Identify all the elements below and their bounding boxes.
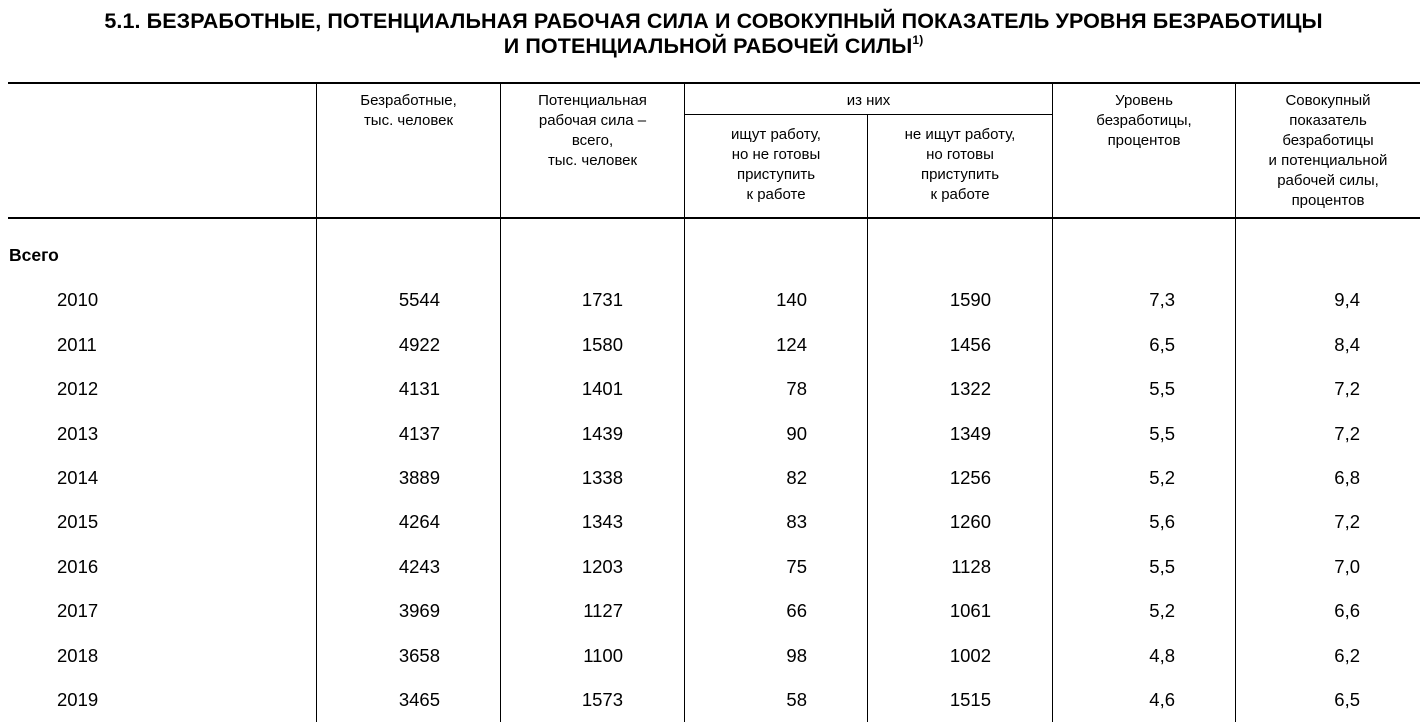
cell-rate: 4,6 xyxy=(1149,689,1175,710)
cell-unemployed: 4922 xyxy=(398,334,440,355)
header-potential-text: Потенциальная рабочая сила – всего, тыс. человек xyxy=(538,92,647,169)
table-row xyxy=(0,330,1427,360)
cell-composite: 6,8 xyxy=(1334,467,1360,488)
cell-rate: 5,2 xyxy=(1149,467,1175,488)
cell-potential: 1127 xyxy=(583,600,623,621)
cell-seeking: 83 xyxy=(786,511,807,532)
table-row xyxy=(0,374,1427,404)
table-row xyxy=(0,552,1427,582)
cell-rate: 5,5 xyxy=(1149,378,1175,399)
cell-rate: 6,5 xyxy=(1149,334,1175,355)
cell-potential: 1731 xyxy=(581,289,623,310)
cell-unemployed: 4137 xyxy=(398,423,440,444)
header-not-seeking-ready xyxy=(868,125,1052,205)
row-year: 2012 xyxy=(57,378,99,399)
cell-composite: 7,2 xyxy=(1334,423,1360,444)
table-row xyxy=(0,685,1427,715)
cell-rate: 5,2 xyxy=(1149,600,1175,621)
cell-rate: 4,8 xyxy=(1149,645,1175,666)
header-composite-indicator xyxy=(1236,91,1420,211)
table-row xyxy=(0,641,1427,671)
table-row xyxy=(0,507,1427,537)
header-rate-text: Уровень безработицы, процентов xyxy=(1096,92,1192,149)
header-seeking-not-ready xyxy=(685,125,867,205)
header-seeking-text: ищут работу, но не готовы приступить к работе xyxy=(731,126,821,203)
cell-rate: 5,5 xyxy=(1149,423,1175,444)
cell-not-seeking: 1590 xyxy=(949,289,991,310)
cell-unemployed: 4131 xyxy=(398,378,440,399)
cell-potential: 1573 xyxy=(581,689,623,710)
row-year: 2013 xyxy=(57,423,99,444)
cell-not-seeking: 1349 xyxy=(949,423,991,444)
table-title-line2 xyxy=(0,34,1427,59)
cell-rate: 7,3 xyxy=(1149,289,1175,310)
header-potential-labor-force xyxy=(501,91,684,171)
cell-seeking: 140 xyxy=(776,289,807,310)
row-year: 2016 xyxy=(57,556,99,577)
cell-seeking: 58 xyxy=(786,689,807,710)
subheader-rule xyxy=(684,114,1052,115)
cell-seeking: 82 xyxy=(786,467,807,488)
header-unemployed-text: Безработные, тыс. человек xyxy=(360,92,457,129)
cell-not-seeking: 1128 xyxy=(951,556,991,577)
cell-unemployed: 3969 xyxy=(398,600,440,621)
table-row xyxy=(0,463,1427,493)
row-year: 2010 xyxy=(57,289,99,310)
cell-potential: 1343 xyxy=(581,511,623,532)
cell-not-seeking: 1322 xyxy=(949,378,991,399)
cell-unemployed: 3889 xyxy=(398,467,440,488)
cell-composite: 6,2 xyxy=(1334,645,1360,666)
cell-potential: 1100 xyxy=(583,645,623,666)
header-bottom-rule xyxy=(8,217,1420,219)
cell-potential: 1439 xyxy=(581,423,623,444)
table-title xyxy=(0,9,1427,59)
cell-composite: 8,4 xyxy=(1334,334,1360,355)
cell-rate: 5,6 xyxy=(1149,511,1175,532)
cell-not-seeking: 1456 xyxy=(949,334,991,355)
cell-seeking: 75 xyxy=(786,556,807,577)
cell-not-seeking: 1260 xyxy=(949,511,991,532)
cell-unemployed: 3465 xyxy=(398,689,440,710)
cell-seeking: 90 xyxy=(786,423,807,444)
cell-not-seeking: 1002 xyxy=(949,645,991,666)
section-label: Всего xyxy=(9,245,59,265)
cell-composite: 6,6 xyxy=(1334,600,1360,621)
cell-composite: 7,0 xyxy=(1334,556,1360,577)
cell-composite: 7,2 xyxy=(1334,378,1360,399)
header-not-seeking-text: не ищут работу, но готовы приступить к работе xyxy=(904,126,1016,203)
row-year: 2011 xyxy=(57,334,97,355)
cell-not-seeking: 1256 xyxy=(949,467,991,488)
table-title-line2-text: И ПОТЕНЦИАЛЬНОЙ РАБОЧЕЙ СИЛЫ xyxy=(503,34,913,58)
footnote-mark: 1) xyxy=(912,33,924,47)
cell-potential: 1338 xyxy=(581,467,623,488)
cell-not-seeking: 1515 xyxy=(949,689,991,710)
table-row xyxy=(0,285,1427,315)
cell-potential: 1401 xyxy=(581,378,623,399)
header-unemployed xyxy=(317,91,500,131)
table-top-rule xyxy=(8,82,1420,84)
table-row xyxy=(0,596,1427,626)
header-unemployment-rate xyxy=(1053,91,1235,151)
cell-unemployed: 4243 xyxy=(398,556,440,577)
row-year: 2017 xyxy=(57,600,99,621)
row-year: 2014 xyxy=(57,467,99,488)
row-year: 2019 xyxy=(57,689,99,710)
table-title-line1: 5.1. БЕЗРАБОТНЫЕ, ПОТЕНЦИАЛЬНАЯ РАБОЧАЯ СИЛА И СОВОКУПНЫЙ ПОКАЗАТЕЛЬ УРОВНЯ БЕЗРАБОТИЦЫ xyxy=(104,9,1323,33)
cell-unemployed: 4264 xyxy=(398,511,440,532)
cell-seeking: 78 xyxy=(786,378,807,399)
row-year: 2018 xyxy=(57,645,99,666)
cell-seeking: 98 xyxy=(786,645,807,666)
header-composite-text: Совокупный показатель безработицы и потенциальной рабочей силы, процентов xyxy=(1268,92,1388,209)
cell-composite: 9,4 xyxy=(1334,289,1360,310)
cell-potential: 1203 xyxy=(581,556,623,577)
cell-rate: 5,5 xyxy=(1149,556,1175,577)
table-row xyxy=(0,419,1427,449)
row-year: 2015 xyxy=(57,511,99,532)
cell-seeking: 124 xyxy=(776,334,807,355)
cell-potential: 1580 xyxy=(581,334,623,355)
cell-unemployed: 3658 xyxy=(398,645,440,666)
header-of-which-text: из них xyxy=(846,92,891,109)
header-of-which xyxy=(685,91,1052,111)
cell-unemployed: 5544 xyxy=(398,289,440,310)
cell-seeking: 66 xyxy=(786,600,807,621)
cell-composite: 6,5 xyxy=(1334,689,1360,710)
cell-not-seeking: 1061 xyxy=(949,600,991,621)
cell-composite: 7,2 xyxy=(1334,511,1360,532)
